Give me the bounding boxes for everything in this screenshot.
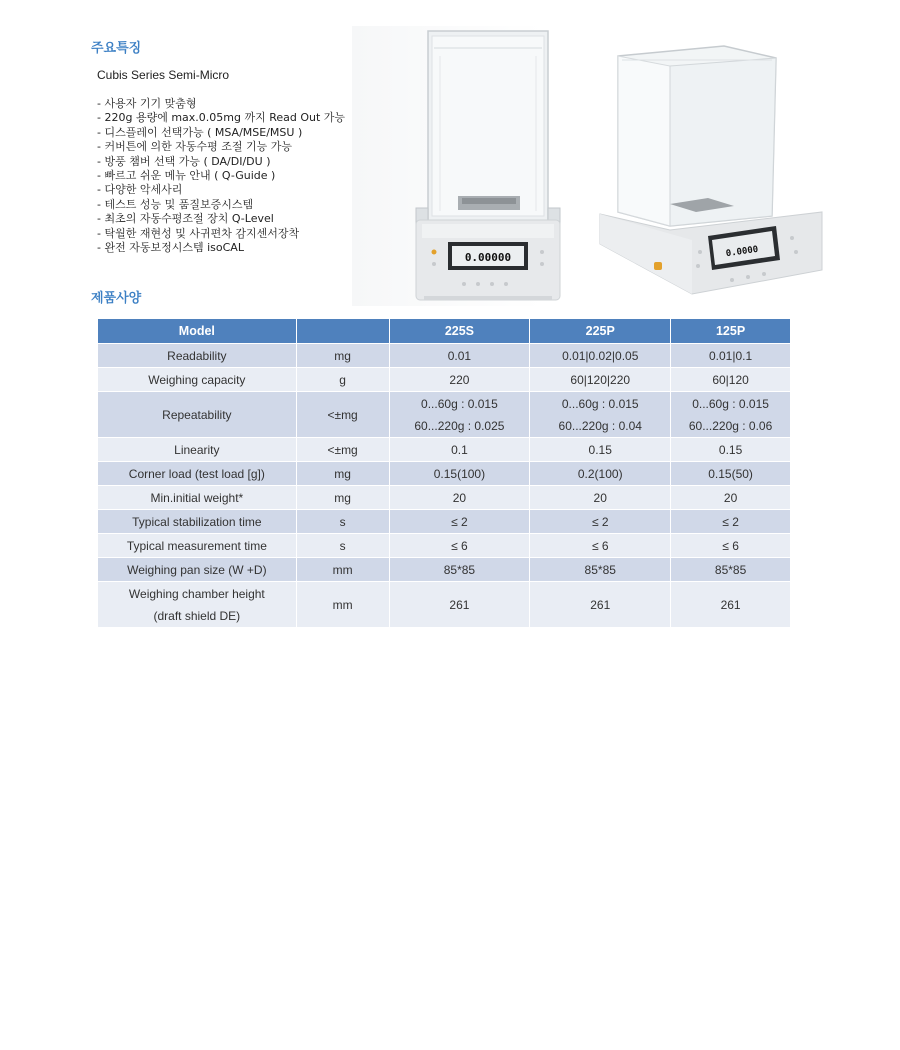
feature-item: - 방풍 챔버 선택 가능 ( DA/DI/DU ) bbox=[97, 154, 271, 168]
spec-value: ≤ 2 bbox=[671, 510, 791, 534]
product-image bbox=[352, 26, 830, 306]
spec-value: ≤ 6 bbox=[530, 534, 671, 558]
table-row bbox=[98, 534, 791, 558]
spec-value: 0.2(100) bbox=[530, 462, 671, 486]
feature-item: - 테스트 성능 및 품질보증시스템 bbox=[97, 197, 254, 211]
table-row bbox=[98, 486, 791, 510]
feature-item: - 디스플레이 선택가능 ( MSA/MSE/MSU ) bbox=[97, 125, 303, 139]
spec-name: Weighing pan size (W +D) bbox=[98, 558, 297, 582]
spec-value: ≤ 2 bbox=[389, 510, 530, 534]
spec-value bbox=[530, 392, 671, 438]
spec-table bbox=[97, 318, 791, 628]
feature-item: - 220g 용량에 max.0.05mg 까지 Read Out 가능 bbox=[97, 111, 346, 125]
feature-item: - 완전 자동보정시스템 isoCAL bbox=[97, 240, 244, 254]
spec-value: 20 bbox=[389, 486, 530, 510]
spec-value: 0.01 bbox=[389, 344, 530, 368]
spec-unit: mg bbox=[296, 486, 389, 510]
feature-item: - 커버튼에 의한 자동수평 조절 기능 가능 bbox=[97, 140, 292, 154]
spec-value: 20 bbox=[671, 486, 791, 510]
table-row bbox=[98, 558, 791, 582]
spec-value: 0.15 bbox=[530, 438, 671, 462]
spec-unit: s bbox=[296, 510, 389, 534]
spec-value: 85*85 bbox=[530, 558, 671, 582]
spec-name bbox=[98, 582, 297, 628]
spec-value: 60|120 bbox=[671, 368, 791, 392]
spec-name: Typical measurement time bbox=[98, 534, 297, 558]
spec-name: Readability bbox=[98, 344, 297, 368]
balance-angle-view bbox=[600, 46, 822, 294]
feature-item: - 최초의 자동수평조절 장치 Q-Level bbox=[97, 212, 274, 226]
spec-value: ≤ 6 bbox=[389, 534, 530, 558]
table-row bbox=[98, 582, 791, 628]
spec-name: Corner load (test load [g]) bbox=[98, 462, 297, 486]
spec-name: Min.initial weight* bbox=[98, 486, 297, 510]
spec-value-line: 0...60g : 0.015 bbox=[421, 396, 498, 411]
spec-value-line: 60...220g : 0.06 bbox=[688, 418, 773, 433]
header-model: Model bbox=[98, 319, 297, 344]
spec-value: 0.15 bbox=[671, 438, 791, 462]
spec-name: Repeatability bbox=[98, 392, 297, 438]
spec-value: 261 bbox=[671, 582, 791, 628]
balance-illustration bbox=[352, 26, 830, 306]
spec-value: 220 bbox=[389, 368, 530, 392]
table-row bbox=[98, 368, 791, 392]
spec-unit: mm bbox=[296, 582, 389, 628]
table-row bbox=[98, 344, 791, 368]
spec-name-line: (draft shield DE) bbox=[153, 608, 241, 623]
spec-value-line: 0...60g : 0.015 bbox=[561, 396, 639, 411]
spec-value bbox=[671, 392, 791, 438]
spec-unit: <±mg bbox=[296, 438, 389, 462]
balance-front-view bbox=[416, 31, 560, 300]
spec-value-line: 60...220g : 0.025 bbox=[414, 418, 505, 433]
feature-item: - 사용자 기기 맞춤형 bbox=[97, 97, 197, 110]
spec-value: ≤ 6 bbox=[671, 534, 791, 558]
table-row bbox=[98, 392, 791, 438]
table-row bbox=[98, 510, 791, 534]
spec-value: 0.1 bbox=[389, 438, 530, 462]
spec-name: Weighing capacity bbox=[98, 368, 297, 392]
header-225p: 225P bbox=[530, 319, 671, 344]
header-unit bbox=[296, 319, 389, 344]
table-row bbox=[98, 438, 791, 462]
spec-value: ≤ 2 bbox=[530, 510, 671, 534]
spec-value: 261 bbox=[389, 582, 530, 628]
features-title: 주요특징 bbox=[91, 41, 142, 56]
spec-value: 0.01|0.02|0.05 bbox=[530, 344, 671, 368]
spec-value: 0.15(50) bbox=[671, 462, 791, 486]
spec-unit: <±mg bbox=[296, 392, 389, 438]
feature-item: - 빠르고 쉬운 메뉴 안내 ( Q-Guide ) bbox=[97, 168, 276, 182]
spec-value-line: 0...60g : 0.015 bbox=[692, 396, 769, 411]
spec-value-line: 60...220g : 0.04 bbox=[558, 418, 642, 433]
spec-value: 20 bbox=[530, 486, 671, 510]
spec-unit: mg bbox=[296, 462, 389, 486]
spec-value: 261 bbox=[530, 582, 671, 628]
spec-value: 85*85 bbox=[671, 558, 791, 582]
spec-value: 85*85 bbox=[389, 558, 530, 582]
spec-value: 0.01|0.1 bbox=[671, 344, 791, 368]
table-row bbox=[98, 462, 791, 486]
spec-unit: mg bbox=[296, 344, 389, 368]
spec-name: Linearity bbox=[98, 438, 297, 462]
header-225s: 225S bbox=[389, 319, 530, 344]
series-subtitle: Cubis Series Semi-Micro bbox=[97, 68, 230, 82]
spec-unit: mm bbox=[296, 558, 389, 582]
specs-title: 제품사양 bbox=[91, 291, 142, 306]
spec-name-line: Weighing chamber height bbox=[128, 586, 265, 601]
feature-item: - 탁월한 재현성 및 사귀편차 감지센서장착 bbox=[97, 226, 300, 240]
display-reading-front: 0.00000 bbox=[464, 251, 512, 264]
display-reading-angle: 0.0000 bbox=[725, 244, 759, 260]
feature-list bbox=[97, 97, 345, 255]
spec-value bbox=[389, 392, 530, 438]
feature-item: - 다양한 악세사리 bbox=[97, 183, 183, 197]
spec-unit: g bbox=[296, 368, 389, 392]
spec-value: 60|120|220 bbox=[530, 368, 671, 392]
spec-header-row bbox=[98, 319, 791, 344]
header-125p: 125P bbox=[671, 319, 791, 344]
spec-value: 0.15(100) bbox=[389, 462, 530, 486]
spec-name: Typical stabilization time bbox=[98, 510, 297, 534]
spec-unit: s bbox=[296, 534, 389, 558]
